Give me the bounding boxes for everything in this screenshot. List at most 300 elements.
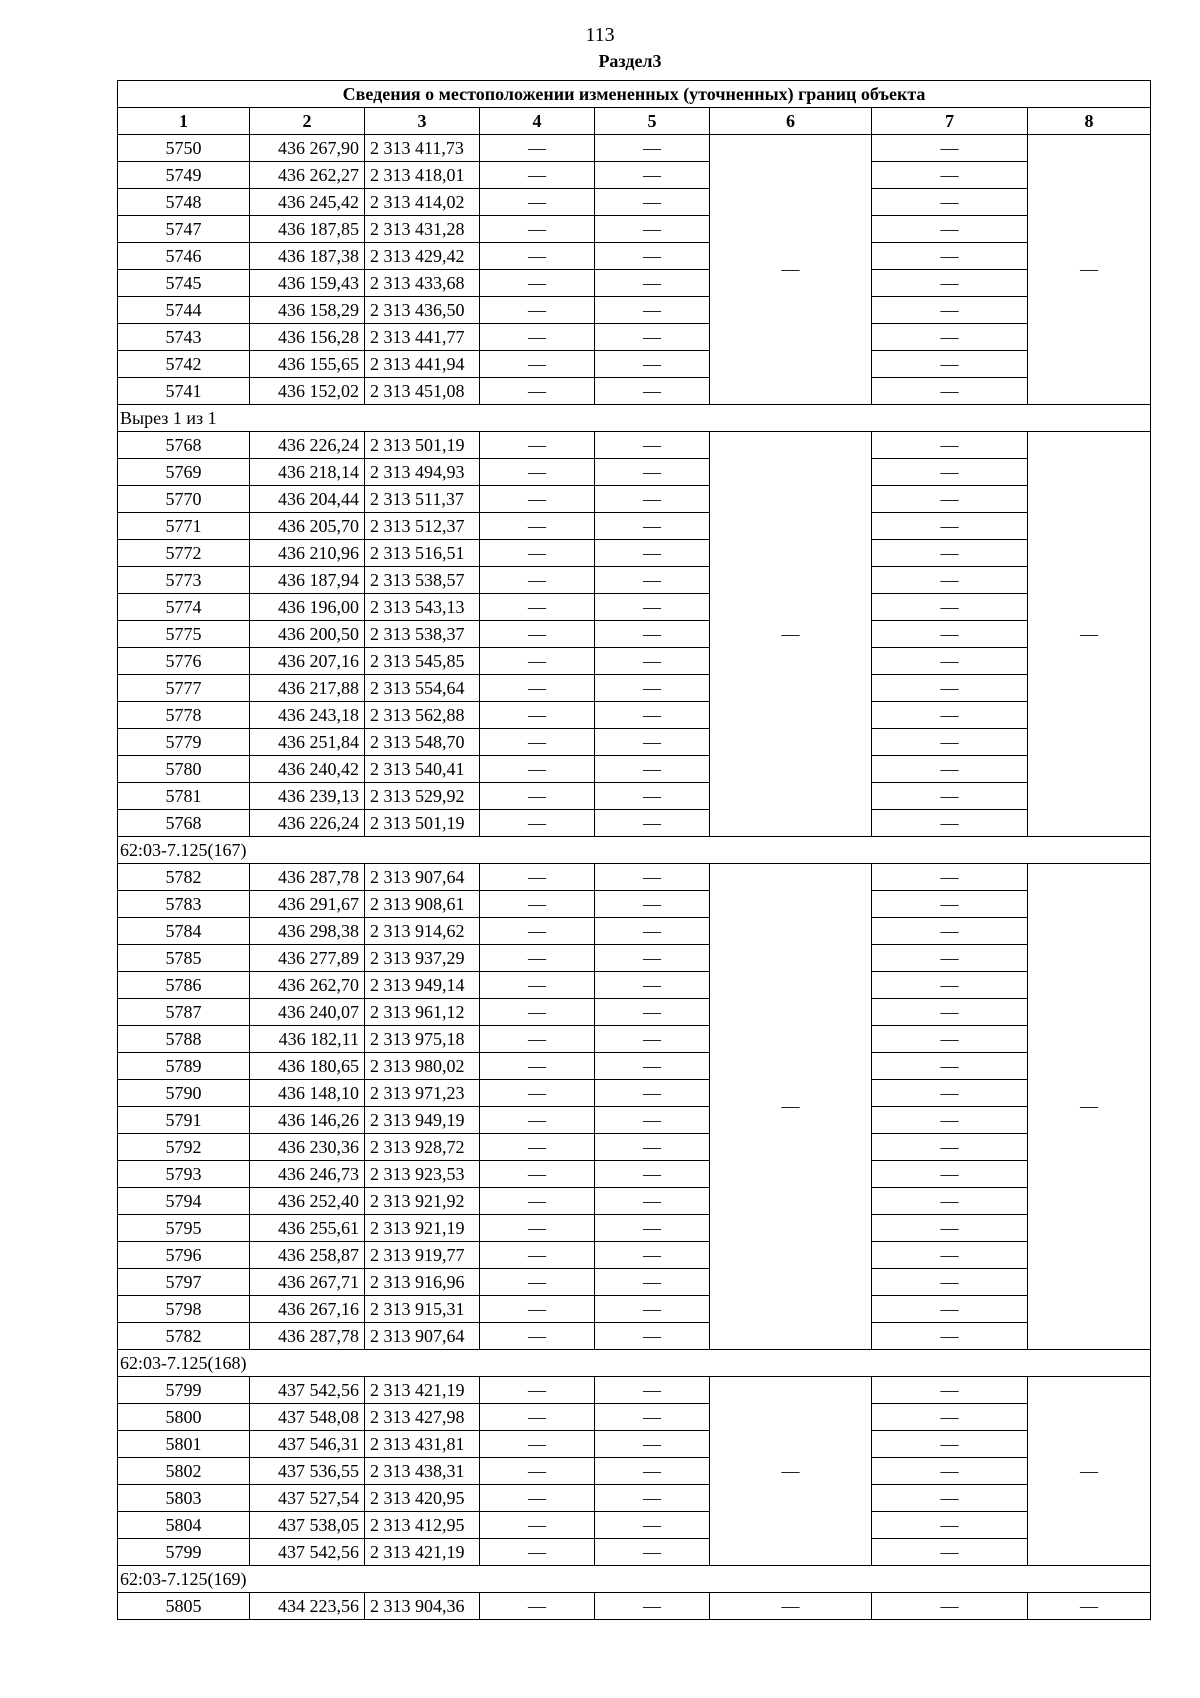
- coord-y: 2 313 431,28: [365, 216, 480, 243]
- point-number: 5771: [118, 513, 250, 540]
- coord-y: 2 313 907,64: [365, 1323, 480, 1350]
- coord-x: 436 267,16: [250, 1296, 365, 1323]
- table-row: [118, 1539, 1151, 1566]
- point-number: 5777: [118, 675, 250, 702]
- col4-dash: —: [480, 1134, 595, 1161]
- coord-x: 437 536,55: [250, 1458, 365, 1485]
- col5-dash: —: [595, 702, 710, 729]
- col5-dash: —: [595, 1161, 710, 1188]
- col7-dash: —: [872, 675, 1028, 702]
- col4-dash: —: [480, 891, 595, 918]
- col7-dash: —: [872, 567, 1028, 594]
- col4-dash: —: [480, 945, 595, 972]
- coord-y: 2 313 411,73: [365, 135, 480, 162]
- col4-dash: —: [480, 702, 595, 729]
- coord-x: 436 180,65: [250, 1053, 365, 1080]
- col4-dash: —: [480, 729, 595, 756]
- col7-dash: —: [872, 1215, 1028, 1242]
- col7-dash: —: [872, 918, 1028, 945]
- table-row: [118, 648, 1151, 675]
- col7-dash: —: [872, 810, 1028, 837]
- coord-x: 436 187,94: [250, 567, 365, 594]
- col8-dash: —: [1028, 135, 1151, 405]
- coord-y: 2 313 915,31: [365, 1296, 480, 1323]
- table-row: [118, 729, 1151, 756]
- col5-dash: —: [595, 864, 710, 891]
- col7-dash: —: [872, 1458, 1028, 1485]
- coord-y: 2 313 501,19: [365, 432, 480, 459]
- coord-x: 436 207,16: [250, 648, 365, 675]
- coord-x: 436 187,85: [250, 216, 365, 243]
- point-number: 5789: [118, 1053, 250, 1080]
- col7-dash: —: [872, 459, 1028, 486]
- coord-x: 437 538,05: [250, 1512, 365, 1539]
- coord-y: 2 313 545,85: [365, 648, 480, 675]
- col7-dash: —: [872, 1377, 1028, 1404]
- col5-dash: —: [595, 1269, 710, 1296]
- table-row: [118, 1107, 1151, 1134]
- coord-x: 436 226,24: [250, 810, 365, 837]
- col7-dash: —: [872, 1242, 1028, 1269]
- col5-dash: —: [595, 621, 710, 648]
- coord-y: 2 313 916,96: [365, 1269, 480, 1296]
- coord-y: 2 313 529,92: [365, 783, 480, 810]
- group-label: 62:03-7.125(167): [118, 837, 1151, 864]
- coord-y: 2 313 412,95: [365, 1512, 480, 1539]
- col7-dash: —: [872, 270, 1028, 297]
- table-row: [118, 513, 1151, 540]
- col4-dash: —: [480, 1026, 595, 1053]
- coord-y: 2 313 438,31: [365, 1458, 480, 1485]
- coord-x: 436 204,44: [250, 486, 365, 513]
- col5-dash: —: [595, 945, 710, 972]
- col7-dash: —: [872, 378, 1028, 405]
- table-row: [118, 756, 1151, 783]
- point-number: 5795: [118, 1215, 250, 1242]
- col4-dash: —: [480, 540, 595, 567]
- coord-x: 436 239,13: [250, 783, 365, 810]
- col5-dash: —: [595, 999, 710, 1026]
- coord-x: 436 262,70: [250, 972, 365, 999]
- point-number: 5788: [118, 1026, 250, 1053]
- col5-dash: —: [595, 1593, 710, 1620]
- coord-y: 2 313 436,50: [365, 297, 480, 324]
- coord-y: 2 313 451,08: [365, 378, 480, 405]
- col5-dash: —: [595, 135, 710, 162]
- col5-dash: —: [595, 459, 710, 486]
- col7-dash: —: [872, 756, 1028, 783]
- point-number: 5799: [118, 1539, 250, 1566]
- coord-y: 2 313 511,37: [365, 486, 480, 513]
- table-row: [118, 675, 1151, 702]
- table-row: [118, 1026, 1151, 1053]
- table-row: [118, 1593, 1151, 1620]
- col4-dash: —: [480, 216, 595, 243]
- table-body: [118, 135, 1151, 1620]
- col7-dash: —: [872, 1512, 1028, 1539]
- coord-y: 2 313 543,13: [365, 594, 480, 621]
- coord-y: 2 313 921,92: [365, 1188, 480, 1215]
- col7-dash: —: [872, 702, 1028, 729]
- point-number: 5744: [118, 297, 250, 324]
- point-number: 5782: [118, 1323, 250, 1350]
- col5-dash: —: [595, 1458, 710, 1485]
- coord-y: 2 313 937,29: [365, 945, 480, 972]
- table-row: [118, 1188, 1151, 1215]
- coord-y: 2 313 562,88: [365, 702, 480, 729]
- coord-x: 436 258,87: [250, 1242, 365, 1269]
- group-label-row: [118, 1350, 1151, 1377]
- coord-y: 2 313 512,37: [365, 513, 480, 540]
- col4-dash: —: [480, 594, 595, 621]
- coord-y: 2 313 904,36: [365, 1593, 480, 1620]
- table-row: [118, 216, 1151, 243]
- coord-y: 2 313 538,37: [365, 621, 480, 648]
- col7-dash: —: [872, 432, 1028, 459]
- col5-dash: —: [595, 486, 710, 513]
- table-caption: Сведения о местоположении измененных (уточненных) границ объекта: [118, 81, 1151, 108]
- table-row: [118, 810, 1151, 837]
- col5-dash: —: [595, 810, 710, 837]
- col4-dash: —: [480, 1215, 595, 1242]
- point-number: 5792: [118, 1134, 250, 1161]
- table-row: [118, 1215, 1151, 1242]
- coord-x: 436 218,14: [250, 459, 365, 486]
- col4-dash: —: [480, 432, 595, 459]
- col4-dash: —: [480, 567, 595, 594]
- table-row: [118, 1296, 1151, 1323]
- column-header-3: 3: [365, 108, 480, 135]
- column-header-7: 7: [872, 108, 1028, 135]
- table-row: [118, 1404, 1151, 1431]
- table-row: [118, 1458, 1151, 1485]
- coord-x: 436 245,42: [250, 189, 365, 216]
- section-title: Раздел3: [598, 51, 662, 71]
- col5-dash: —: [595, 189, 710, 216]
- table-row: [118, 486, 1151, 513]
- coord-x: 436 287,78: [250, 1323, 365, 1350]
- point-number: 5797: [118, 1269, 250, 1296]
- coord-x: 436 255,61: [250, 1215, 365, 1242]
- point-number: 5779: [118, 729, 250, 756]
- col4-dash: —: [480, 270, 595, 297]
- table-row: [118, 972, 1151, 999]
- col5-dash: —: [595, 1107, 710, 1134]
- col7-dash: —: [872, 1431, 1028, 1458]
- table-row: [118, 297, 1151, 324]
- point-number: 5793: [118, 1161, 250, 1188]
- col6-dash: —: [710, 1377, 872, 1566]
- point-number: 5750: [118, 135, 250, 162]
- col4-dash: —: [480, 1323, 595, 1350]
- point-number: 5800: [118, 1404, 250, 1431]
- coord-y: 2 313 949,19: [365, 1107, 480, 1134]
- coord-x: 436 226,24: [250, 432, 365, 459]
- table-row: [118, 621, 1151, 648]
- col5-dash: —: [595, 918, 710, 945]
- coord-y: 2 313 923,53: [365, 1161, 480, 1188]
- col7-dash: —: [872, 1107, 1028, 1134]
- coord-y: 2 313 431,81: [365, 1431, 480, 1458]
- coord-y: 2 313 421,19: [365, 1377, 480, 1404]
- table-row: [118, 243, 1151, 270]
- coord-y: 2 313 441,94: [365, 351, 480, 378]
- col4-dash: —: [480, 1485, 595, 1512]
- col4-dash: —: [480, 999, 595, 1026]
- coord-x: 437 548,08: [250, 1404, 365, 1431]
- coord-y: 2 313 427,98: [365, 1404, 480, 1431]
- point-number: 5794: [118, 1188, 250, 1215]
- col4-dash: —: [480, 1161, 595, 1188]
- coord-y: 2 313 420,95: [365, 1485, 480, 1512]
- col7-dash: —: [872, 216, 1028, 243]
- point-number: 5775: [118, 621, 250, 648]
- col5-dash: —: [595, 783, 710, 810]
- point-number: 5776: [118, 648, 250, 675]
- coord-y: 2 313 928,72: [365, 1134, 480, 1161]
- coord-y: 2 313 907,64: [365, 864, 480, 891]
- table-row: [118, 1242, 1151, 1269]
- table-row: [118, 1161, 1151, 1188]
- col7-dash: —: [872, 972, 1028, 999]
- col4-dash: —: [480, 1539, 595, 1566]
- coord-x: 436 262,27: [250, 162, 365, 189]
- col5-dash: —: [595, 513, 710, 540]
- table-row: [118, 783, 1151, 810]
- group-label-row: [118, 837, 1151, 864]
- col4-dash: —: [480, 783, 595, 810]
- coord-x: 436 291,67: [250, 891, 365, 918]
- col4-dash: —: [480, 1431, 595, 1458]
- point-number: 5745: [118, 270, 250, 297]
- col5-dash: —: [595, 756, 710, 783]
- col5-dash: —: [595, 1323, 710, 1350]
- col5-dash: —: [595, 567, 710, 594]
- point-number: 5803: [118, 1485, 250, 1512]
- col5-dash: —: [595, 891, 710, 918]
- col6-dash: —: [710, 864, 872, 1350]
- point-number: 5768: [118, 432, 250, 459]
- point-number: 5782: [118, 864, 250, 891]
- coord-y: 2 313 914,62: [365, 918, 480, 945]
- coord-y: 2 313 919,77: [365, 1242, 480, 1269]
- col4-dash: —: [480, 189, 595, 216]
- col5-dash: —: [595, 1134, 710, 1161]
- point-number: 5799: [118, 1377, 250, 1404]
- col4-dash: —: [480, 1458, 595, 1485]
- col5-dash: —: [595, 1188, 710, 1215]
- col7-dash: —: [872, 1539, 1028, 1566]
- coord-x: 436 159,43: [250, 270, 365, 297]
- point-number: 5746: [118, 243, 250, 270]
- coord-x: 436 230,36: [250, 1134, 365, 1161]
- point-number: 5786: [118, 972, 250, 999]
- boundary-coordinates-table: [117, 80, 1151, 1620]
- table-row: [118, 945, 1151, 972]
- coord-x: 436 187,38: [250, 243, 365, 270]
- point-number: 5785: [118, 945, 250, 972]
- col7-dash: —: [872, 243, 1028, 270]
- col4-dash: —: [480, 1377, 595, 1404]
- col4-dash: —: [480, 972, 595, 999]
- coord-y: 2 313 554,64: [365, 675, 480, 702]
- coord-x: 436 196,00: [250, 594, 365, 621]
- col5-dash: —: [595, 1431, 710, 1458]
- col5-dash: —: [595, 378, 710, 405]
- table-row: [118, 378, 1151, 405]
- coord-x: 436 243,18: [250, 702, 365, 729]
- col7-dash: —: [872, 513, 1028, 540]
- coord-x: 437 542,56: [250, 1539, 365, 1566]
- coord-y: 2 313 548,70: [365, 729, 480, 756]
- col7-dash: —: [872, 1593, 1028, 1620]
- col4-dash: —: [480, 486, 595, 513]
- col5-dash: —: [595, 1512, 710, 1539]
- coord-x: 436 240,42: [250, 756, 365, 783]
- table-row: [118, 1080, 1151, 1107]
- col5-dash: —: [595, 1053, 710, 1080]
- col7-dash: —: [872, 648, 1028, 675]
- coord-y: 2 313 441,77: [365, 324, 480, 351]
- col4-dash: —: [480, 162, 595, 189]
- col4-dash: —: [480, 675, 595, 702]
- col7-dash: —: [872, 1323, 1028, 1350]
- col7-dash: —: [872, 1404, 1028, 1431]
- table-row: [118, 891, 1151, 918]
- point-number: 5749: [118, 162, 250, 189]
- coord-x: 436 246,73: [250, 1161, 365, 1188]
- col5-dash: —: [595, 675, 710, 702]
- col7-dash: —: [872, 1134, 1028, 1161]
- table-row: [118, 432, 1151, 459]
- coord-x: 436 148,10: [250, 1080, 365, 1107]
- col7-dash: —: [872, 1161, 1028, 1188]
- col7-dash: —: [872, 864, 1028, 891]
- coord-y: 2 313 540,41: [365, 756, 480, 783]
- point-number: 5768: [118, 810, 250, 837]
- col4-dash: —: [480, 1296, 595, 1323]
- coord-x: 437 546,31: [250, 1431, 365, 1458]
- col5-dash: —: [595, 1377, 710, 1404]
- col4-dash: —: [480, 864, 595, 891]
- col5-dash: —: [595, 432, 710, 459]
- group-label: 62:03-7.125(169): [118, 1566, 1151, 1593]
- col4-dash: —: [480, 1053, 595, 1080]
- col8-dash: —: [1028, 432, 1151, 837]
- column-header-2: 2: [250, 108, 365, 135]
- col5-dash: —: [595, 216, 710, 243]
- col8-dash: —: [1028, 1593, 1151, 1620]
- coord-x: 436 240,07: [250, 999, 365, 1026]
- col4-dash: —: [480, 1242, 595, 1269]
- col4-dash: —: [480, 135, 595, 162]
- col4-dash: —: [480, 648, 595, 675]
- table-row: [118, 1053, 1151, 1080]
- coord-y: 2 313 516,51: [365, 540, 480, 567]
- table-row: [118, 324, 1151, 351]
- coord-y: 2 313 501,19: [365, 810, 480, 837]
- column-header-row: [118, 108, 1151, 135]
- table-row: [118, 1512, 1151, 1539]
- coord-y: 2 313 961,12: [365, 999, 480, 1026]
- point-number: 5743: [118, 324, 250, 351]
- table-row: [118, 702, 1151, 729]
- coord-x: 436 205,70: [250, 513, 365, 540]
- point-number: 5798: [118, 1296, 250, 1323]
- point-number: 5802: [118, 1458, 250, 1485]
- col5-dash: —: [595, 594, 710, 621]
- coord-y: 2 313 414,02: [365, 189, 480, 216]
- coord-x: 436 252,40: [250, 1188, 365, 1215]
- coord-x: 436 210,96: [250, 540, 365, 567]
- point-number: 5741: [118, 378, 250, 405]
- col7-dash: —: [872, 945, 1028, 972]
- table-row: [118, 189, 1151, 216]
- coord-y: 2 313 538,57: [365, 567, 480, 594]
- table-row: [118, 1485, 1151, 1512]
- col4-dash: —: [480, 1512, 595, 1539]
- col5-dash: —: [595, 270, 710, 297]
- coord-y: 2 313 975,18: [365, 1026, 480, 1053]
- coord-y: 2 313 418,01: [365, 162, 480, 189]
- col7-dash: —: [872, 297, 1028, 324]
- coord-x: 436 277,89: [250, 945, 365, 972]
- col7-dash: —: [872, 162, 1028, 189]
- table-row: [118, 162, 1151, 189]
- col5-dash: —: [595, 540, 710, 567]
- coord-y: 2 313 494,93: [365, 459, 480, 486]
- col6-dash: —: [710, 432, 872, 837]
- column-header-1: 1: [118, 108, 250, 135]
- col5-dash: —: [595, 1215, 710, 1242]
- col5-dash: —: [595, 972, 710, 999]
- coord-x: 436 155,65: [250, 351, 365, 378]
- col5-dash: —: [595, 324, 710, 351]
- point-number: 5805: [118, 1593, 250, 1620]
- table-row: [118, 999, 1151, 1026]
- point-number: 5773: [118, 567, 250, 594]
- coord-x: 436 267,90: [250, 135, 365, 162]
- col4-dash: —: [480, 756, 595, 783]
- col6-dash: —: [710, 135, 872, 405]
- table-row: [118, 351, 1151, 378]
- table-row: [118, 864, 1151, 891]
- col7-dash: —: [872, 540, 1028, 567]
- coord-x: 434 223,56: [250, 1593, 365, 1620]
- col5-dash: —: [595, 1539, 710, 1566]
- col7-dash: —: [872, 594, 1028, 621]
- coord-x: 437 542,56: [250, 1377, 365, 1404]
- col4-dash: —: [480, 297, 595, 324]
- col5-dash: —: [595, 1404, 710, 1431]
- table-row: [118, 1431, 1151, 1458]
- page-number: 113: [585, 24, 615, 46]
- table-row: [118, 918, 1151, 945]
- column-header-5: 5: [595, 108, 710, 135]
- col5-dash: —: [595, 1485, 710, 1512]
- col7-dash: —: [872, 729, 1028, 756]
- col4-dash: —: [480, 621, 595, 648]
- point-number: 5770: [118, 486, 250, 513]
- point-number: 5748: [118, 189, 250, 216]
- col8-dash: —: [1028, 864, 1151, 1350]
- col4-dash: —: [480, 1080, 595, 1107]
- point-number: 5774: [118, 594, 250, 621]
- coord-x: 436 298,38: [250, 918, 365, 945]
- coord-y: 2 313 971,23: [365, 1080, 480, 1107]
- col4-dash: —: [480, 810, 595, 837]
- table-row: [118, 540, 1151, 567]
